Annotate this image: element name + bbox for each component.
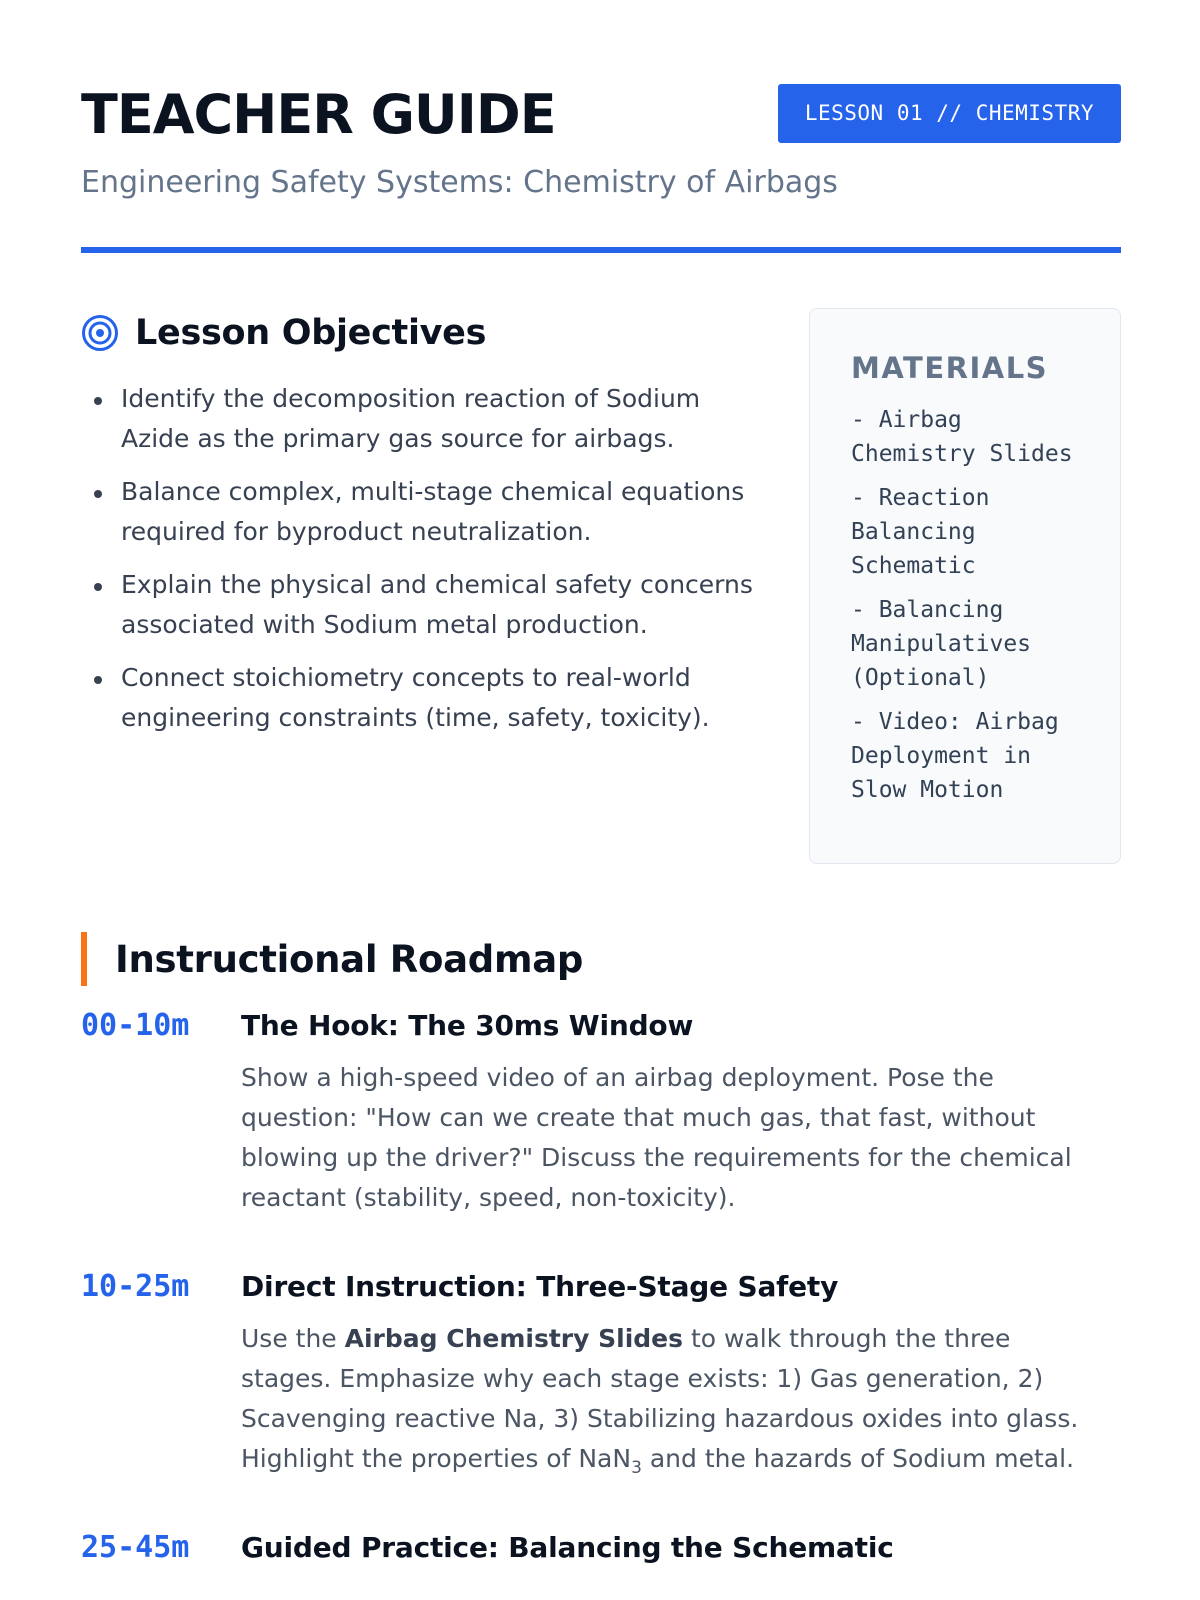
objectives-section bbox=[81, 305, 761, 751]
materials-panel bbox=[809, 308, 1121, 864]
roadmap-header bbox=[81, 932, 583, 986]
step-time: 00-10m bbox=[81, 1008, 190, 1043]
slides-reference: Airbag Chemistry Slides bbox=[344, 1324, 684, 1353]
step-body bbox=[241, 1530, 1099, 1566]
objective-item: Connect stoichiometry concepts to real-world engineering constraints (time, safety, toxicity). bbox=[81, 658, 761, 738]
header-divider bbox=[81, 247, 1121, 253]
header bbox=[81, 84, 1121, 146]
target-icon bbox=[81, 314, 119, 352]
step-description-text: and the hazards of Sodium metal. bbox=[641, 1444, 1075, 1473]
material-item: - Balancing Manipulatives (Optional) bbox=[851, 597, 1032, 691]
objectives-heading: Lesson Objectives bbox=[135, 313, 487, 353]
step-title: Direct Instruction: Three-Stage Safety bbox=[241, 1270, 839, 1303]
roadmap-accent-bar bbox=[81, 932, 87, 986]
objectives-header bbox=[81, 305, 761, 361]
objectives-list bbox=[81, 379, 761, 738]
step-description: Show a high-speed video of an airbag deployment. Pose the question: "How can we create that much gas, that fast, without blowing up the driver?" Discuss the requirements for the chemical reactant (stability, speed, non-toxicity). bbox=[241, 1063, 1072, 1212]
step-time: 25-45m bbox=[81, 1530, 190, 1565]
material-item: - Video: Airbag Deployment in Slow Motion bbox=[851, 709, 1059, 803]
roadmap-heading: Instructional Roadmap bbox=[115, 937, 584, 981]
material-item: - Airbag Chemistry Slides bbox=[851, 407, 1073, 467]
step-title: The Hook: The 30ms Window bbox=[241, 1009, 694, 1042]
page-subtitle: Engineering Safety Systems: Chemistry of Airbags bbox=[81, 165, 838, 200]
subscript: 3 bbox=[631, 1458, 642, 1478]
page-title: TEACHER GUIDE bbox=[81, 83, 556, 146]
objective-item: Identify the decomposition reaction of Sodium Azide as the primary gas source for airbags. bbox=[81, 379, 761, 459]
objective-item: Balance complex, multi-stage chemical equations required for byproduct neutralization. bbox=[81, 472, 761, 552]
lesson-badge: LESSON 01 // CHEMISTRY bbox=[778, 84, 1121, 143]
step-body bbox=[241, 1008, 1099, 1218]
step-description-text: to walk through the three stages. Emphasize why each stage exists: 1) Gas generation, 2) Scavenging reactive Na, 3) Stabilizing hazardous oxides into glass. Highlight the properties of NaN bbox=[241, 1324, 1079, 1473]
step-description-text: Use the bbox=[241, 1324, 345, 1353]
objective-item: Explain the physical and chemical safety concerns associated with Sodium metal production. bbox=[81, 565, 761, 645]
step-body bbox=[241, 1269, 1099, 1479]
step-title: Guided Practice: Balancing the Schematic bbox=[241, 1531, 894, 1564]
material-item: - Reaction Balancing Schematic bbox=[851, 485, 990, 579]
materials-heading: MATERIALS bbox=[851, 351, 1049, 385]
step-description bbox=[241, 1319, 1099, 1479]
step-time: 10-25m bbox=[81, 1269, 190, 1304]
